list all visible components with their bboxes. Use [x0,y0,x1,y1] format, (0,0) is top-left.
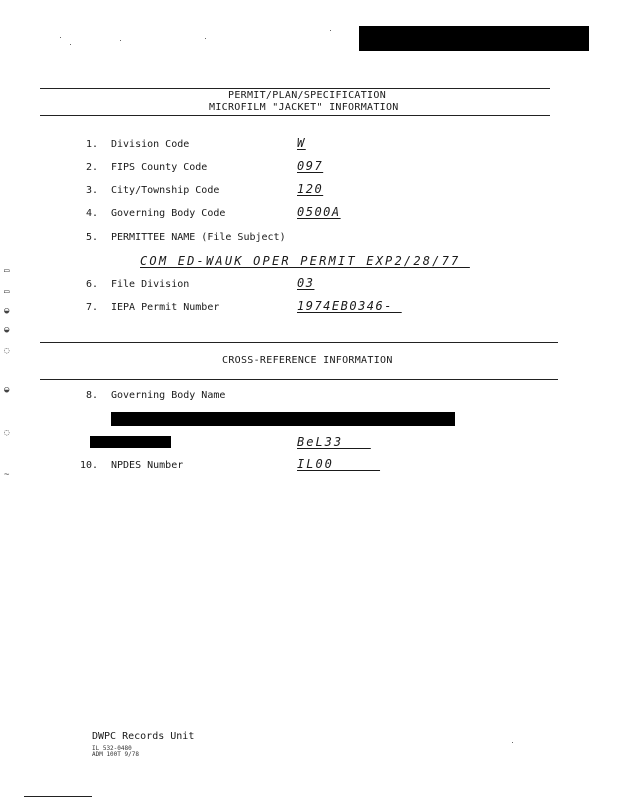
field-number: 7. [85,302,98,313]
scan-artifact-edge: ~ [4,470,10,480]
field-label: Governing Body Code [111,208,226,219]
field-number: 3. [85,185,98,196]
header-title-line2: MICROFILM "JACKET" INFORMATION [209,102,399,113]
field-value-npdes-number: IL00_____ [297,457,381,471]
field-value-governing-body-code: 0500A [297,205,341,219]
scan-artifact-edge: ▭ [4,287,10,297]
footer-form-revision: ADM 100T 9/78 [92,751,139,758]
header-rule-top [40,88,550,89]
field-value-city-township-code: 120 [297,182,324,196]
scan-speck [120,40,121,41]
crossref-heading: CROSS-REFERENCE INFORMATION [222,355,393,366]
footer-records-unit: DWPC Records Unit [92,731,195,742]
crossref-rule-top [40,342,558,343]
field-label: FIPS County Code [111,162,208,173]
scan-speck [70,44,71,45]
field-label: Division Code [111,139,190,150]
scan-speck [205,38,206,39]
field-value-field9: BeL33___ [297,435,371,449]
scan-artifact-edge: ▭ [4,266,10,276]
header-title-line1: PERMIT/PLAN/SPECIFICATION [228,90,387,101]
field-number: 10. [79,460,98,471]
footer-rule [24,796,92,797]
scan-speck [60,37,61,38]
scan-artifact-edge: ◒ [4,325,10,335]
field-value-fips-county-code: 097 [297,159,324,173]
field-value-file-division: 03 [297,276,315,290]
field-number: 2. [85,162,98,173]
scan-artifact-edge: ◒ [4,306,10,316]
field-label: NPDES Number [111,460,184,471]
field-value-division-code: W [297,136,306,150]
redaction-field9-label [90,436,171,448]
field-label: City/Township Code [111,185,220,196]
field-number: 1. [85,139,98,150]
field-number: 5. [85,232,98,243]
footer-form-number: IL 532-0480 [92,745,132,752]
field-number: 6. [85,279,98,290]
scan-speck [330,30,331,31]
scan-speck [512,742,513,743]
field-value-permittee-name: COM_ED-WAUK_OPER_PERMIT_EXP2/28/77_ [140,254,470,268]
redaction-governing-body-name [111,412,455,426]
scan-artifact-edge: ◌ [4,428,10,438]
field-number: 8. [85,390,98,401]
header-rule-bottom [40,115,550,116]
field-label: PERMITTEE NAME (File Subject) [111,232,286,243]
scan-artifact-edge: ◌ [4,346,10,356]
scan-artifact-edge: ◒ [4,385,10,395]
field-label: IEPA Permit Number [111,302,220,313]
field-value-iepa-permit-number: 1974EB0346-_ [297,299,402,313]
crossref-rule-bottom [40,379,558,380]
redaction-bar-top [359,26,589,51]
field-label: File Division [111,279,190,290]
field-label: Governing Body Name [111,390,226,401]
field-number: 4. [85,208,98,219]
